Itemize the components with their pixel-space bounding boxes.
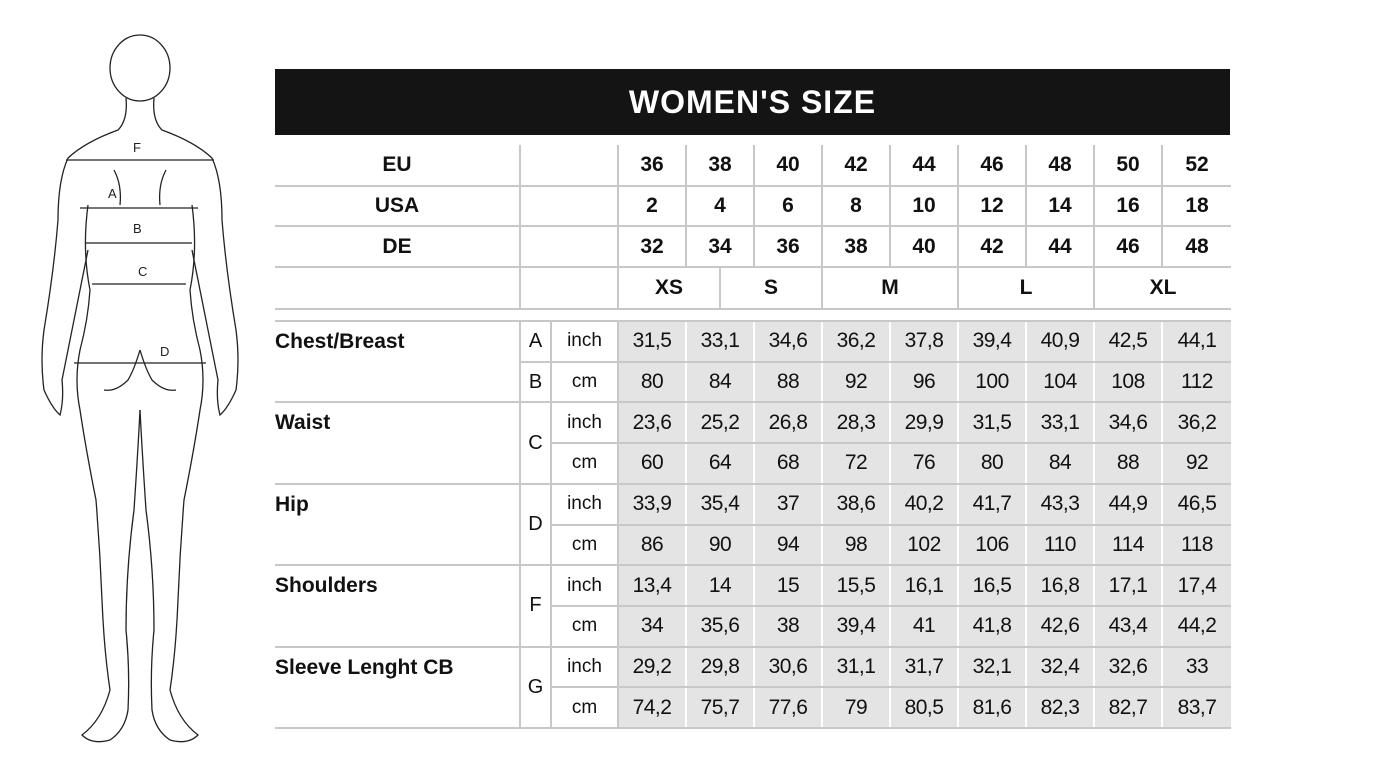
measurement-value: 110 xyxy=(1026,525,1094,566)
measurement-value: 36,2 xyxy=(1162,402,1231,443)
measurement-value: 100 xyxy=(958,362,1026,403)
measurement-value: 92 xyxy=(1162,443,1231,484)
measurement-value: 118 xyxy=(1162,525,1231,566)
measurement-value: 82,7 xyxy=(1094,687,1162,728)
measurement-value: 33,1 xyxy=(686,321,754,362)
measurement-value: 33 xyxy=(1162,647,1231,688)
measurement-value: 112 xyxy=(1162,362,1231,403)
measurement-value: 42,6 xyxy=(1026,606,1094,647)
unit-label: inch xyxy=(551,484,618,525)
measurement-letter: A xyxy=(520,321,551,362)
measurement-value: 75,7 xyxy=(686,687,754,728)
size-number-cell: 50 xyxy=(1094,145,1162,186)
measurement-value: 41 xyxy=(890,606,958,647)
size-number-cell: 18 xyxy=(1162,186,1231,227)
measurement-value: 41,7 xyxy=(958,484,1026,525)
size-number-cell: 38 xyxy=(686,145,754,186)
measurement-value: 43,4 xyxy=(1094,606,1162,647)
size-band-xs-s xyxy=(618,267,822,309)
measurement-value: 86 xyxy=(618,525,686,566)
size-number-cell: 34 xyxy=(686,226,754,267)
measurement-value: 88 xyxy=(1094,443,1162,484)
measurement-name: Hip xyxy=(275,484,520,565)
size-number-cell: 46 xyxy=(958,145,1026,186)
blank-cell xyxy=(520,226,618,267)
measurement-value: 96 xyxy=(890,362,958,403)
measurement-value: 76 xyxy=(890,443,958,484)
size-number-cell: 52 xyxy=(1162,145,1231,186)
size-band-label: XL xyxy=(1094,267,1231,309)
chart-title: WOMEN'S SIZE xyxy=(275,69,1230,135)
size-chart xyxy=(275,69,1230,729)
measurement-value: 31,1 xyxy=(822,647,890,688)
measurement-name: Sleeve Lenght CB xyxy=(275,647,520,728)
size-number-cell: 48 xyxy=(1162,226,1231,267)
size-number-cell: 36 xyxy=(618,145,686,186)
measurement-value: 31,5 xyxy=(618,321,686,362)
measurement-value: 26,8 xyxy=(754,402,822,443)
size-number-cell: 10 xyxy=(890,186,958,227)
measurement-value: 38,6 xyxy=(822,484,890,525)
size-band-row xyxy=(275,267,1231,309)
figure-label-f: F xyxy=(133,140,141,155)
blank-cell xyxy=(520,186,618,227)
measurement-value: 40,2 xyxy=(890,484,958,525)
measurement-row xyxy=(275,647,1231,688)
measurement-value: 35,4 xyxy=(686,484,754,525)
size-number-cell: 38 xyxy=(822,226,890,267)
measurement-letter: D xyxy=(520,484,551,565)
measurement-value: 82,3 xyxy=(1026,687,1094,728)
measurement-value: 84 xyxy=(686,362,754,403)
measurement-value: 34 xyxy=(618,606,686,647)
measurement-value: 35,6 xyxy=(686,606,754,647)
measurement-value: 16,8 xyxy=(1026,565,1094,606)
size-number-cell: 40 xyxy=(890,226,958,267)
measurement-letter: G xyxy=(520,647,551,728)
size-number-cell: 2 xyxy=(618,186,686,227)
measurement-value: 40,9 xyxy=(1026,321,1094,362)
measurement-value: 33,9 xyxy=(618,484,686,525)
measurement-value: 14 xyxy=(686,565,754,606)
measurement-value: 37 xyxy=(754,484,822,525)
measurement-value: 15,5 xyxy=(822,565,890,606)
size-number-cell: 6 xyxy=(754,186,822,227)
measurement-value: 32,1 xyxy=(958,647,1026,688)
size-number-cell: 36 xyxy=(754,226,822,267)
measurement-value: 106 xyxy=(958,525,1026,566)
measurement-letter: F xyxy=(520,565,551,646)
measurement-value: 25,2 xyxy=(686,402,754,443)
measurement-value: 17,1 xyxy=(1094,565,1162,606)
measurement-name: Waist xyxy=(275,402,520,483)
measurement-value: 90 xyxy=(686,525,754,566)
measurement-row xyxy=(275,402,1231,443)
measurement-value: 102 xyxy=(890,525,958,566)
size-number-cell: 12 xyxy=(958,186,1026,227)
measurement-value: 77,6 xyxy=(754,687,822,728)
measurement-value: 46,5 xyxy=(1162,484,1231,525)
measurement-value: 29,2 xyxy=(618,647,686,688)
measurement-value: 41,8 xyxy=(958,606,1026,647)
measurement-value: 74,2 xyxy=(618,687,686,728)
measurement-name: Chest/Breast xyxy=(275,321,520,402)
head-outline xyxy=(110,35,170,101)
unit-label: cm xyxy=(551,443,618,484)
measurement-row xyxy=(275,321,1231,362)
measurement-value: 36,2 xyxy=(822,321,890,362)
measurement-value: 15 xyxy=(754,565,822,606)
measurement-value: 33,1 xyxy=(1026,402,1094,443)
measurement-value: 16,1 xyxy=(890,565,958,606)
size-system-label: USA xyxy=(275,186,520,227)
measurement-value: 31,5 xyxy=(958,402,1026,443)
measurement-value: 60 xyxy=(618,443,686,484)
measurement-value: 13,4 xyxy=(618,565,686,606)
measurement-value: 39,4 xyxy=(958,321,1026,362)
measurement-value: 83,7 xyxy=(1162,687,1231,728)
measurement-letter: C xyxy=(520,402,551,483)
measurement-value: 80 xyxy=(618,362,686,403)
measurement-value: 80,5 xyxy=(890,687,958,728)
unit-label: cm xyxy=(551,362,618,403)
measurement-value: 92 xyxy=(822,362,890,403)
spacer-row xyxy=(275,309,1231,321)
measurement-value: 64 xyxy=(686,443,754,484)
unit-label: cm xyxy=(551,687,618,728)
measurement-value: 30,6 xyxy=(754,647,822,688)
measurement-value: 28,3 xyxy=(822,402,890,443)
size-system-label: DE xyxy=(275,226,520,267)
unit-label: inch xyxy=(551,402,618,443)
measurement-value: 98 xyxy=(822,525,890,566)
measurement-value: 79 xyxy=(822,687,890,728)
figure-label-d: D xyxy=(160,344,170,359)
measurement-value: 17,4 xyxy=(1162,565,1231,606)
measurement-value: 80 xyxy=(958,443,1026,484)
size-system-row xyxy=(275,226,1231,267)
measurement-value: 72 xyxy=(822,443,890,484)
unit-label: inch xyxy=(551,321,618,362)
measurement-value: 16,5 xyxy=(958,565,1026,606)
size-band-label: L xyxy=(958,267,1094,309)
size-band-label: M xyxy=(822,267,958,309)
size-number-cell: 42 xyxy=(822,145,890,186)
measurement-value: 44,1 xyxy=(1162,321,1231,362)
size-number-cell: 4 xyxy=(686,186,754,227)
unit-label: inch xyxy=(551,647,618,688)
measurement-value: 42,5 xyxy=(1094,321,1162,362)
size-number-cell: 44 xyxy=(1026,226,1094,267)
measurement-value: 34,6 xyxy=(1094,402,1162,443)
size-system-row xyxy=(275,186,1231,227)
blank-cell xyxy=(275,267,520,309)
size-number-cell: 8 xyxy=(822,186,890,227)
size-number-cell: 32 xyxy=(618,226,686,267)
size-band-label: XS xyxy=(619,268,721,308)
measurement-value: 29,9 xyxy=(890,402,958,443)
measurement-value: 32,6 xyxy=(1094,647,1162,688)
unit-label: cm xyxy=(551,525,618,566)
measurement-value: 44,9 xyxy=(1094,484,1162,525)
measurement-value: 34,6 xyxy=(754,321,822,362)
measurement-value: 68 xyxy=(754,443,822,484)
size-band-label: S xyxy=(763,276,778,300)
measurement-value: 94 xyxy=(754,525,822,566)
size-system-label: EU xyxy=(275,145,520,186)
size-number-cell: 44 xyxy=(890,145,958,186)
measurement-value: 37,8 xyxy=(890,321,958,362)
size-system-row xyxy=(275,145,1231,186)
measurement-name: Shoulders xyxy=(275,565,520,646)
measurement-value: 43,3 xyxy=(1026,484,1094,525)
measurement-value: 32,4 xyxy=(1026,647,1094,688)
measurement-value: 84 xyxy=(1026,443,1094,484)
size-number-cell: 48 xyxy=(1026,145,1094,186)
measurement-value: 39,4 xyxy=(822,606,890,647)
measurement-value: 23,6 xyxy=(618,402,686,443)
figure-label-b: B xyxy=(133,221,142,236)
unit-label: cm xyxy=(551,606,618,647)
unit-label: inch xyxy=(551,565,618,606)
size-number-cell: 40 xyxy=(754,145,822,186)
blank-cell xyxy=(520,267,618,309)
blank-cell xyxy=(520,145,618,186)
measurement-value: 31,7 xyxy=(890,647,958,688)
spacer-cell xyxy=(275,309,1231,321)
figure-label-c: C xyxy=(138,264,148,279)
size-number-cell: 16 xyxy=(1094,186,1162,227)
measurement-value: 108 xyxy=(1094,362,1162,403)
measurement-value: 38 xyxy=(754,606,822,647)
size-number-cell: 46 xyxy=(1094,226,1162,267)
measurement-value: 29,8 xyxy=(686,647,754,688)
figure-label-a: A xyxy=(108,186,117,201)
size-number-cell: 42 xyxy=(958,226,1026,267)
measurement-row xyxy=(275,565,1231,606)
measurement-value: 88 xyxy=(754,362,822,403)
body-measurement-figure xyxy=(30,30,250,755)
measurement-row xyxy=(275,484,1231,525)
measurement-value: 104 xyxy=(1026,362,1094,403)
size-number-cell: 14 xyxy=(1026,186,1094,227)
size-table xyxy=(275,145,1231,729)
measurement-value: 114 xyxy=(1094,525,1162,566)
measurement-value: 44,2 xyxy=(1162,606,1231,647)
measurement-letter: B xyxy=(520,362,551,403)
measurement-value: 81,6 xyxy=(958,687,1026,728)
